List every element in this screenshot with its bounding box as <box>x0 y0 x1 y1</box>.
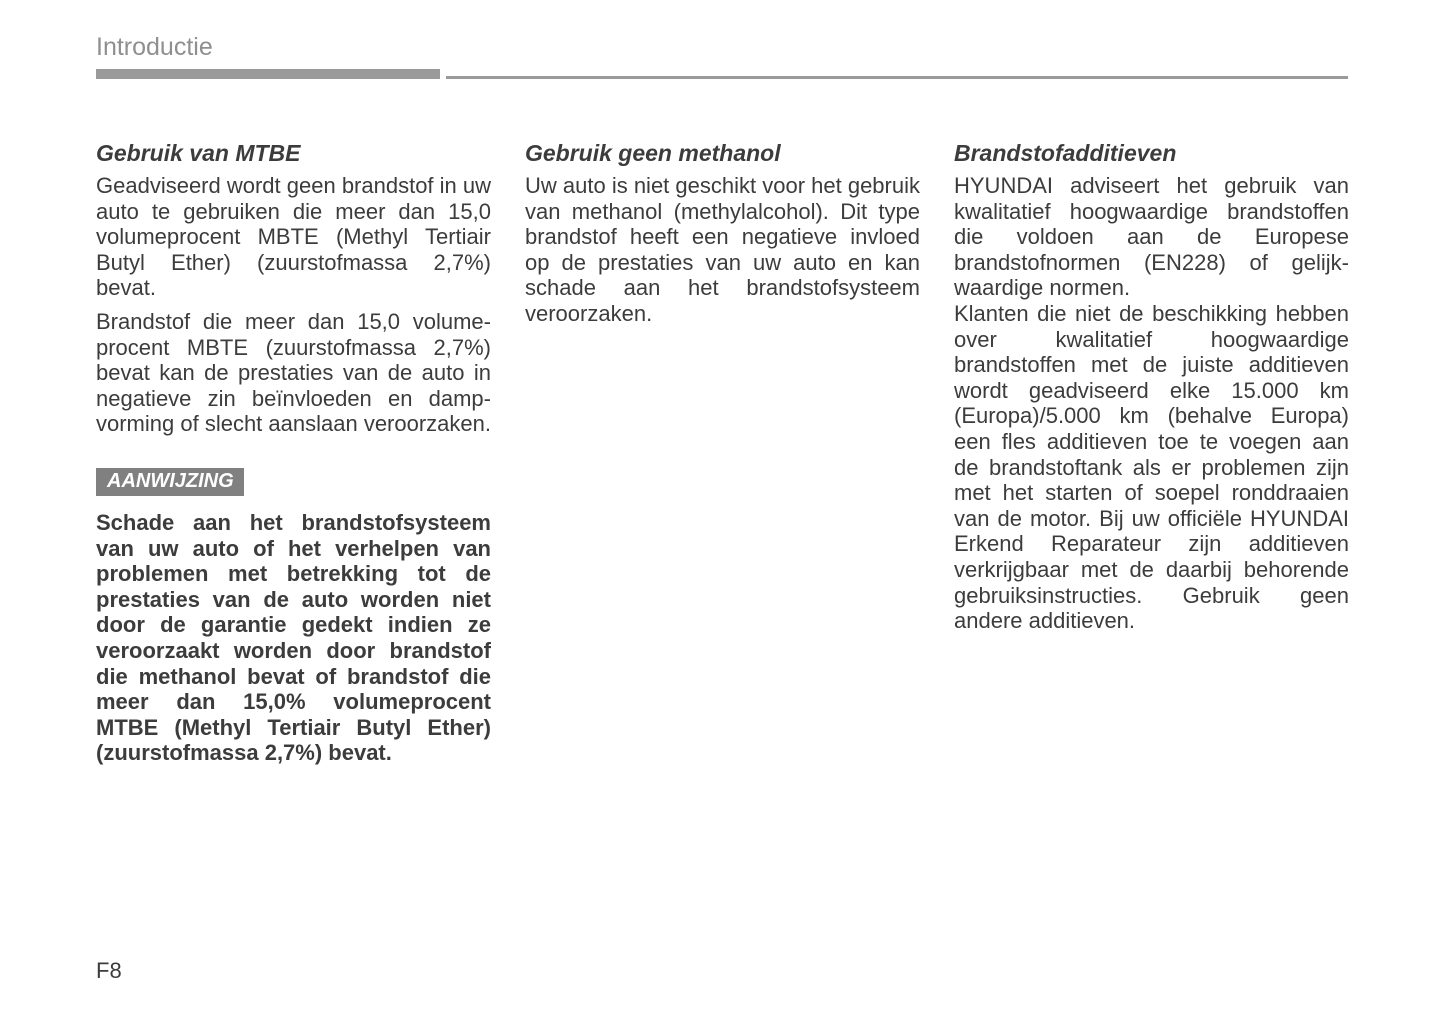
column-mtbe <box>96 138 491 766</box>
paragraph-mtbe-1: Geadviseerd wordt geen brandstof in uw auto te gebruiken die meer dan 15,0 volumeprocent MBTE (Methyl Tertiair Butyl Ether) (zuurstofmassa 2,7%) bevat. <box>96 173 492 301</box>
section-heading-mtbe: Gebruik van MTBE <box>96 140 301 166</box>
paragraph-additives-1: HYUNDAI adviseert het gebruik van kwalitatief hoogwaardige brandstoffen die voldoen aan de Europese brandstofnormen (EN228) of gelijkwaardige normen. <box>954 173 1349 301</box>
paragraph-additives-2: Klanten die niet de beschikking hebben over kwalitatief hoogwaardige brandstoffen met de juiste additieven wordt geadviseerd elke 15.000 km (Europa)/5.000 km (behalve Europa) een fles additieven toe te voegen aan de brandstoftank als er problemen zijn met het starten of soepel ronddraaien van de motor. Bij uw officiële HYUNDAI Erkend Reparateur zijn additieven verkrijgbaar met de daarbij behorende gebruiksinstructies. Gebruik geen andere additieven. <box>954 300 1349 634</box>
paragraph-mtbe-2: Brandstof die meer dan 15,0 volumeprocent MBTE (zuurstofmassa 2,7%) bevat kan de prestaties van de auto in negatieve zin beïnvloeden en damp-vorming of slecht aanslaan veroorzaken. <box>96 308 491 437</box>
column-additives <box>954 138 1349 634</box>
paragraph-methanol: Uw auto is niet geschikt voor het gebruik van methanol (methylalcohol). Dit type brandstof heeft een negatieve invloed op de prestaties van uw auto en kan schade aan het brandstofsysteem veroorzaken. <box>525 173 920 326</box>
page-header-title: Introductie <box>96 33 213 61</box>
header-rule-thin <box>446 76 1348 79</box>
section-heading-additives: Brandstofadditieven <box>954 140 1177 166</box>
column-methanol <box>525 138 920 327</box>
note-text: Schade aan het brandstofsysteem van uw auto of het verhelpen van problemen met betrekking tot de prestaties van de auto worden niet door de garantie gedekt indien ze veroorzaakt worden door brandstof die methanol bevat of brandstof die meer dan 15,0% volumeprocent MTBE (Methyl Tertiair Butyl Ether) (zuurstofmassa 2,7%) bevat. <box>96 509 491 766</box>
header-rule-thick <box>96 69 440 79</box>
page-number: F8 <box>96 958 122 983</box>
section-heading-methanol: Gebruik geen methanol <box>525 140 781 166</box>
note-label-badge: AANWIJZING <box>96 468 244 496</box>
